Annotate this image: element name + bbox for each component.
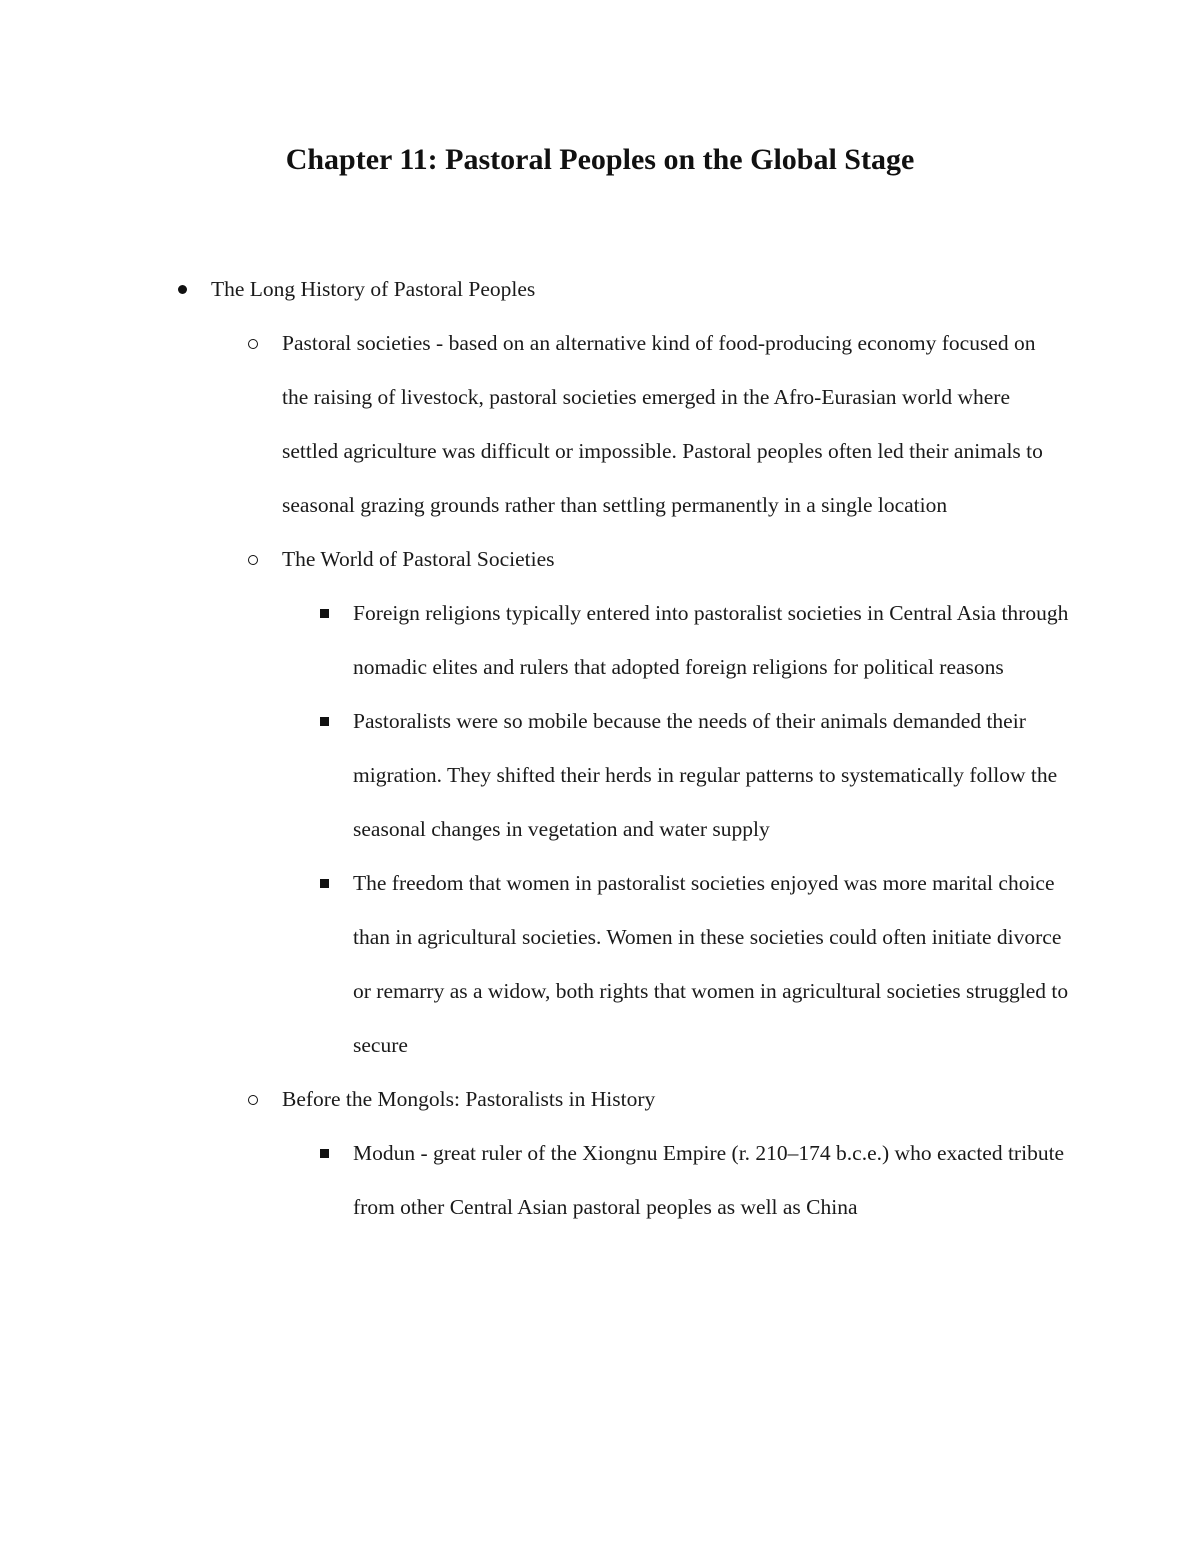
list-item-text: The World of Pastoral Societies bbox=[282, 547, 555, 571]
list-item bbox=[0, 1072, 1200, 1126]
filled-circle-bullet-icon bbox=[172, 262, 192, 316]
square-bullet-icon bbox=[314, 856, 334, 910]
outline-list bbox=[0, 262, 1200, 1234]
list-item-text: Before the Mongols: Pastoralists in History bbox=[282, 1087, 656, 1111]
square-bullet-icon bbox=[314, 1126, 334, 1180]
square-bullet-icon bbox=[314, 586, 334, 640]
list-item-text: The Long History of Pastoral Peoples bbox=[211, 277, 536, 301]
hollow-circle-bullet-icon bbox=[243, 316, 263, 370]
hollow-circle-bullet-icon bbox=[243, 532, 263, 586]
page-title: Chapter 11: Pastoral Peoples on the Global Stage bbox=[285, 143, 915, 176]
list-item bbox=[0, 1126, 1200, 1234]
list-item bbox=[0, 694, 1200, 856]
list-item-text: Pastoralists were so mobile because the needs of their animals demanded their migration. They shifted their herds in regular patterns to systematically follow the seasonal changes in vegetation and water supply bbox=[353, 709, 1058, 841]
list-item-text: Pastoral societies - based on an alternative kind of food-producing economy focused on the raising of livestock, pastoral societies emerged in the Afro-Eurasian world where settled agriculture was difficult or impossible. Pastoral peoples often led their animals to seasonal grazing grounds rather than settling permanently in a single location bbox=[282, 331, 1043, 517]
hollow-circle-bullet-icon bbox=[243, 1072, 263, 1126]
list-item bbox=[0, 532, 1200, 586]
list-item bbox=[0, 856, 1200, 1072]
list-item bbox=[0, 586, 1200, 694]
list-item bbox=[0, 316, 1200, 532]
list-item bbox=[0, 262, 1200, 316]
list-item-text: The freedom that women in pastoralist societies enjoyed was more marital choice than in agricultural societies. Women in these societies could often initiate divorce or remarry as a widow, both rights that women in agricultural societies struggled to secure bbox=[353, 871, 1069, 1057]
list-item-text: Foreign religions typically entered into pastoralist societies in Central Asia through nomadic elites and rulers that adopted foreign religions for political reasons bbox=[353, 601, 1069, 679]
list-item-text: Modun - great ruler of the Xiongnu Empire (r. 210–174 b.c.e.) who exacted tribute from other Central Asian pastoral peoples as well as China bbox=[353, 1141, 1065, 1219]
square-bullet-icon bbox=[314, 694, 334, 748]
